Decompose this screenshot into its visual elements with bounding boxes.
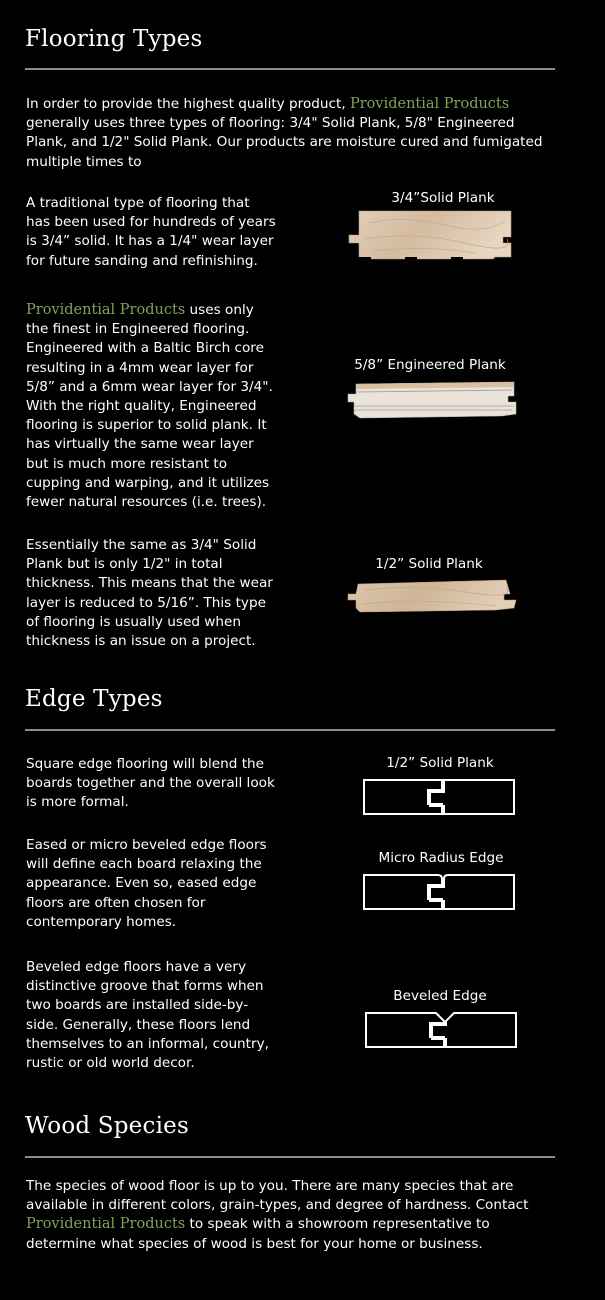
square-edge-description: Square edge flooring will blend the boards together and the overall look is more formal. [26,756,275,811]
solid-plank-12-description: Essentially the same as 3/4" Solid Plank but is only 1/2" in total thickness. This means that the wear layer is reduced to 5/16”. This type of flooring is usually used when thickness is an issue on a project. [26,537,273,650]
solid-plank-12-image [346,578,518,616]
micro-radius-caption: Micro Radius Edge [378,850,504,866]
engineered-plank-image [346,378,520,422]
solid-plank-34-description: A traditional type of flooring that has been used for hundreds of years is 3/4” solid. It has a 1/4" wear layer for future sanding and refinishing. [26,195,276,269]
micro-radius-description: Eased or micro beveled edge floors will define each board relaxing the appearance. Even so, eased edge floors are often chosen for contemporary homes. [26,837,267,930]
micro-radius-diagram [362,873,518,913]
square-edge-diagram [362,778,518,818]
brand-link[interactable]: Providential Products [26,302,186,318]
flooring-types-heading: Flooring Types [25,26,203,52]
wood-species-description: The species of wood floor is up to you. There are many species that are available in different colors, grain-types, and degree of hardness. Contact Providential Products to speak with a showroom representative to determine what species of wood is best for your home or business. [26,1178,529,1252]
beveled-edge-diagram [364,1011,520,1051]
flooring-types-divider [25,68,555,70]
edge-types-heading: Edge Types [25,686,163,712]
beveled-edge-caption: Beveled Edge [393,988,487,1004]
square-edge-caption: 1/2” Solid Plank [386,755,494,771]
flooring-intro: In order to provide the highest quality product, Providential Products generally uses three types of flooring: 3/4" Solid Plank, 5/8" Engineered Plank, and 1/2" Solid Plank. Our products are moisture cured and fumigated multiple times to [26,96,543,170]
wood-species-heading: Wood Species [25,1113,189,1139]
solid-plank-34-image [345,209,515,265]
wood-species-divider [25,1156,555,1158]
solid-plank-34-caption: 3/4”Solid Plank [391,190,495,206]
edge-types-divider [25,729,555,731]
engineered-plank-caption: 5/8” Engineered Plank [354,357,506,373]
solid-plank-12-caption: 1/2” Solid Plank [375,556,483,572]
beveled-edge-description: Beveled edge floors have a very distinctive groove that forms when two boards are installed side-by-side. Generally, these floors lend themselves to an informal, country, rustic or old world decor. [26,959,269,1072]
brand-link[interactable]: Providential Products [26,1216,186,1233]
engineered-plank-description: Providential Products uses only the finest in Engineered flooring. Engineered with a Baltic Birch core resulting in a 4mm wear layer for 5/8” and a 6mm wear layer for 3/4". With the right quality, Engineered flooring is superior to solid plank. It has virtually the same wear layer but is much more resistant to cupping and warping, and it utilizes fewer natural resources (i.e. trees). [26,302,273,511]
brand-link[interactable]: Providential Products [349,96,510,112]
